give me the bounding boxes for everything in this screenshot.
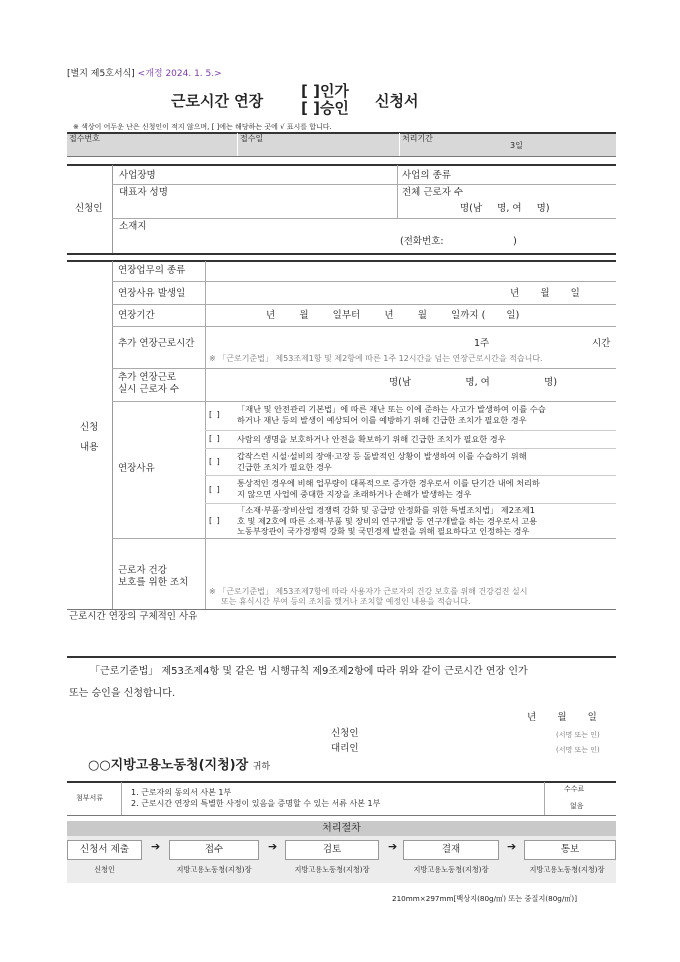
processing-period-label: 처리기간	[402, 134, 433, 143]
process-actor-3: 지방고용노동청(지청)장	[294, 865, 370, 874]
process-arrow-icon: ➔	[268, 840, 278, 853]
process-step-receipt: 접수	[169, 840, 259, 860]
process-actor-5: 지방고용노동청(지청)장	[529, 865, 605, 874]
hours-label: 시간	[592, 338, 611, 349]
reason-option-3: 갑작스런 시설·설비의 장애·고장 등 돌발적인 상황이 발생하여 이를 수습하기 위해 긴급한 조치가 필요한 경우	[237, 451, 527, 472]
reasons-label: 연장사유	[118, 463, 155, 474]
phone-field: (전화번호: )	[400, 236, 517, 247]
period-label: 연장기간	[118, 310, 155, 321]
applicant-signer: 신청인	[331, 728, 359, 739]
reason-option-4: 통상적인 경우에 비해 업무량이 대폭적으로 증가한 경우로서 이를 단기간 내에 처리하 지 않으면 사업에 중대한 지장을 초래하거나 손해가 발생하는 경우	[237, 478, 540, 499]
reason-checkbox-3[interactable]: [ ]	[209, 457, 221, 466]
attachment-item-2: 2. 근로시간 연장의 특별한 사정이 있음을 증명할 수 있는 서류 사본 1부	[131, 799, 381, 808]
specific-reason-label: 근로시간 연장의 구체적인 사유	[69, 611, 198, 622]
applicant-sign-field[interactable]: (서명 또는 인)	[556, 731, 600, 739]
fee-label: 수수료	[564, 785, 585, 793]
agent-signer: 대리인	[331, 743, 359, 754]
process-step-review: 검토	[285, 840, 379, 860]
process-step-notify: 통보	[524, 840, 616, 860]
statement-line-1: 「근로기준법」 제53조제4항 및 같은 법 시행규칙 제9조제2항에 따라 위와 같이 근로시간 연장 인가	[90, 666, 528, 677]
address-label: 소재지	[119, 221, 147, 232]
processing-period-value: 3일	[510, 141, 523, 150]
representative-name-label: 대표자 성명	[119, 187, 168, 198]
reason-option-5: 「소재·부품·장비산업 경쟁력 강화 및 공급망 안정화를 위한 특별조치법」 제2조제1 호 및 제2호에 따른 소재·부품 및 장비의 연구개발 등 연구개발을 하는 경우로서 고용 노동부장관이 국가경쟁력 강화 및 국민경제 발전을 위해 필요하다고 인정하는 경우	[237, 505, 538, 537]
reason-checkbox-4[interactable]: [ ]	[209, 485, 221, 494]
extra-workers-label: 추가 연장근로 실시 근로자 수	[118, 372, 180, 395]
health-measures-label: 근로자 건강 보호를 위한 조치	[118, 565, 189, 589]
receipt-no-label: 접수번호	[69, 134, 100, 143]
extra-hours-note: ※ 「근로기준법」 제53조제1항 및 제2항에 따른 1주 12시간을 넘는 연장근로시간을 적습니다.	[209, 354, 543, 363]
reason-checkbox-2[interactable]: [ ]	[209, 434, 221, 443]
form-number: [별지 제5호서식] <개정 2024. 1. 5.>	[67, 69, 222, 79]
process-step-submit: 신청서 제출	[67, 840, 142, 860]
revision-date: <개정 2024. 1. 5.>	[137, 69, 222, 79]
process-arrow-icon: ➔	[151, 840, 161, 853]
reason-option-1: 「재난 및 안전관리 기본법」에 따른 재난 또는 이에 준하는 사고가 발생하여 이를 수습 하거나 재난 등의 발생이 예상되어 이를 예방하기 위해 긴급한 조치가 필요한 경우	[237, 404, 546, 425]
reason-checkbox-5[interactable]: [ ]	[209, 516, 221, 525]
process-step-approval: 결재	[403, 840, 499, 860]
reason-date-value: 년 월 일	[510, 288, 580, 299]
process-actor-2: 지방고용노동청(지청)장	[176, 865, 252, 874]
health-measures-note: ※ 「근로기준법」 제53조제7항에 따라 사용자가 근로자의 건강 보호를 위해 건강검진 실시 또는 휴식시간 부여 등의 조치를 했거나 조치할 예정인 내용을 적습니다.	[209, 587, 528, 607]
reason-date-label: 연장사유 발생일	[118, 288, 186, 299]
fee-value: 없음	[570, 802, 584, 810]
receipt-date-label: 접수일	[240, 134, 264, 143]
reason-checkbox-1[interactable]: [ ]	[209, 410, 221, 419]
applicant-section-label: 신청인	[75, 203, 103, 214]
extra-hours-label: 추가 연장근로시간	[118, 338, 195, 349]
attachments-label: 첨부서류	[76, 794, 104, 802]
work-type-label: 연장업무의 종류	[118, 265, 186, 276]
process-arrow-icon: ➔	[507, 840, 517, 853]
statement-line-2: 또는 승인을 신청합니다.	[69, 688, 176, 699]
process-arrow-icon: ➔	[388, 840, 398, 853]
week-label: 1주	[474, 338, 490, 349]
content-section-label: 신청 내용	[80, 422, 99, 453]
process-actor-4: 지방고용노동청(지청)장	[413, 865, 489, 874]
statement-date: 년 월 일	[527, 712, 597, 723]
total-workers-label: 전체 근로자 수	[402, 187, 464, 198]
process-actor-1: 신청인	[94, 865, 115, 874]
paper-spec: 210mm×297mm[백상지(80g/㎡) 또는 중질지(80g/㎡)]	[392, 894, 578, 903]
extra-workers-value: 명(남 명, 여 명)	[389, 377, 558, 388]
business-type-label: 사업의 종류	[402, 170, 451, 181]
period-value: 년 월 일부터 년 월 일까지 ( 일)	[266, 310, 520, 321]
total-workers-count: 명(남 명, 여 명)	[460, 203, 550, 214]
addressee: ○○지방고용노동청(지청)장 귀하	[88, 758, 271, 773]
business-name-label: 사업장명	[119, 170, 156, 181]
process-title: 처리절차	[67, 821, 616, 836]
reason-option-2: 사람의 생명을 보호하거나 안전을 확보하기 위해 긴급한 조치가 필요한 경우	[237, 434, 506, 444]
instruction-note: ※ 색상이 어두운 난은 신청인이 적지 않으며, [ ]에는 해당하는 곳에 √ 표시를 합니다.	[73, 123, 332, 131]
agent-sign-field[interactable]: (서명 또는 인)	[556, 746, 600, 754]
receipt-row	[67, 132, 616, 156]
attachment-item-1: 1. 근로자의 동의서 사본 1부	[131, 788, 232, 797]
